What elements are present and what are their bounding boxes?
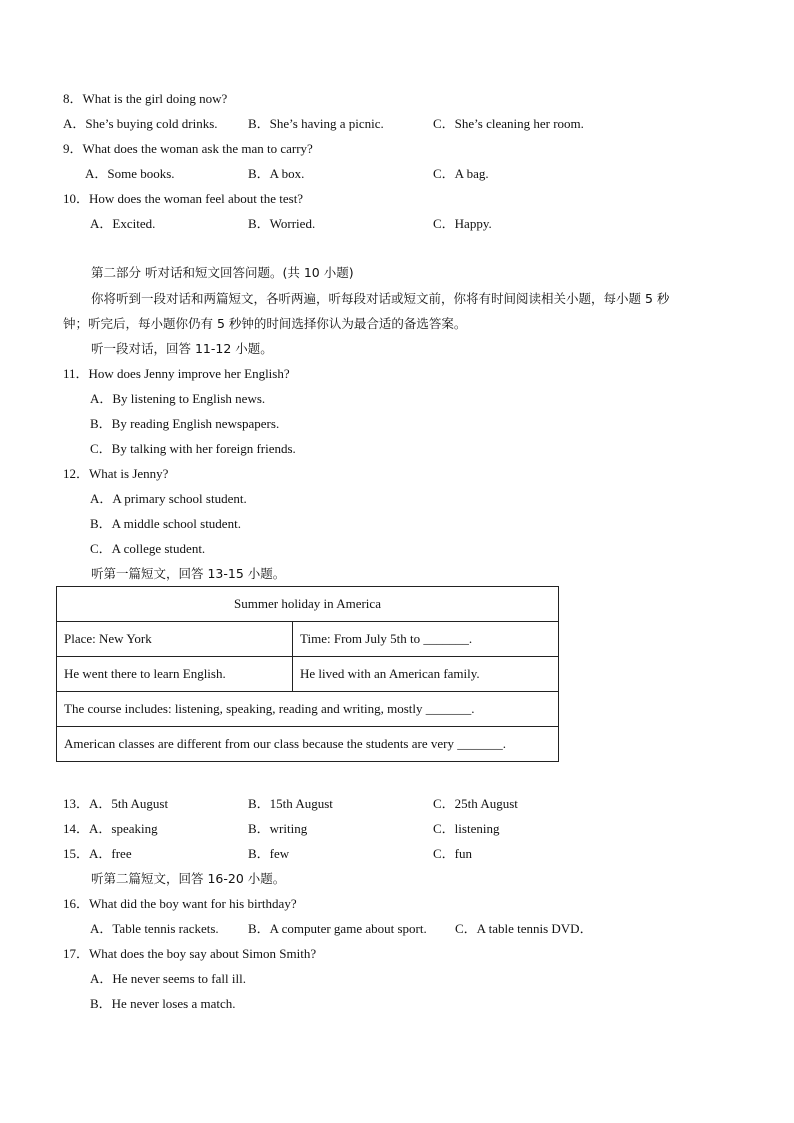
table-cell-time: Time: From July 5th to _______. [293, 622, 559, 657]
q16-option-a: A．Table tennis rackets. [90, 921, 219, 936]
q12-option-a: A．A primary school student. [90, 491, 247, 506]
table-cell-place: Place: New York [57, 622, 293, 657]
q8-option-c: C．She’s cleaning her room. [433, 116, 584, 131]
q11-option-c: C．By talking with her foreign friends. [90, 441, 296, 456]
q11-option-b: B．By reading English newspapers. [90, 416, 280, 431]
part2-instructions-line2: 钟；听完后，每小题你仍有 5 秒钟的时间选择你认为最合适的备选答案。 [63, 316, 467, 331]
q10-option-b: B．Worried. [248, 216, 316, 231]
q12-stem: 12．What is Jenny? [63, 466, 169, 481]
table-title: Summer holiday in America [57, 587, 559, 622]
q9-stem: 9．What does the woman ask the man to carry? [63, 141, 313, 156]
q16-option-c: C．A table tennis DVD． [455, 921, 593, 936]
part2-instructions-line1: 你将听到一段对话和两篇短文，各听两遍，听每段对话或短文前，你将有时间阅读相关小题，每小题 5 秒 [91, 291, 670, 306]
q14-option-b: B．writing [248, 821, 308, 836]
q15-option-c: C．fun [433, 846, 473, 861]
q14-option-a: 14．A．speaking [63, 821, 158, 836]
q13-option-b: B．15th August [248, 796, 333, 811]
q10-option-c: C．Happy. [433, 216, 492, 231]
q17-option-a: A．He never seems to fall ill. [90, 971, 246, 986]
q15-option-b: B．few [248, 846, 290, 861]
q9-option-b: B．A box. [248, 166, 305, 181]
q16-option-b: B．A computer game about sport. [248, 921, 427, 936]
q17-stem: 17．What does the boy say about Simon Smith? [63, 946, 317, 961]
dialog-intro: 听一段对话，回答 11-12 小题。 [91, 341, 273, 356]
table-cell-classes: American classes are different from our class because the students are very _______. [57, 727, 559, 762]
q14-option-c: C．listening [433, 821, 500, 836]
q11-stem: 11．How does Jenny improve her English? [63, 366, 290, 381]
q13-option-a: 13．A．5th August [63, 796, 169, 811]
q13-option-c: C．25th August [433, 796, 518, 811]
table-cell-learn: He went there to learn English. [57, 657, 293, 692]
q10-stem: 10．How does the woman feel about the test? [63, 191, 304, 206]
q9-option-a: A．Some books. [85, 166, 175, 181]
q11-option-a: A．By listening to English news. [90, 391, 266, 406]
q16-stem: 16．What did the boy want for his birthday? [63, 896, 297, 911]
passage2-intro: 听第二篇短文，回答 16-20 小题。 [91, 871, 286, 886]
q8-option-a: A．She’s buying cold drinks. [63, 116, 218, 131]
q12-option-b: B．A middle school student. [90, 516, 241, 531]
passage1-intro: 听第一篇短文，回答 13-15 小题。 [91, 566, 286, 581]
table-cell-course: The course includes: listening, speaking, reading and writing, mostly _______. [57, 692, 559, 727]
q9-option-c: C．A bag. [433, 166, 489, 181]
q15-option-a: 15．A．free [63, 846, 132, 861]
table-cell-lived: He lived with an American family. [293, 657, 559, 692]
part2-heading: 第二部分 听对话和短文回答问题。(共 10 小题) [91, 265, 354, 280]
q17-option-b: B．He never loses a match. [90, 996, 236, 1011]
q8-option-b: B．She’s having a picnic. [248, 116, 384, 131]
q8-stem: 8．What is the girl doing now? [63, 91, 228, 106]
summer-holiday-table [56, 586, 559, 762]
q12-option-c: C．A college student. [90, 541, 206, 556]
q10-option-a: A．Excited. [90, 216, 156, 231]
